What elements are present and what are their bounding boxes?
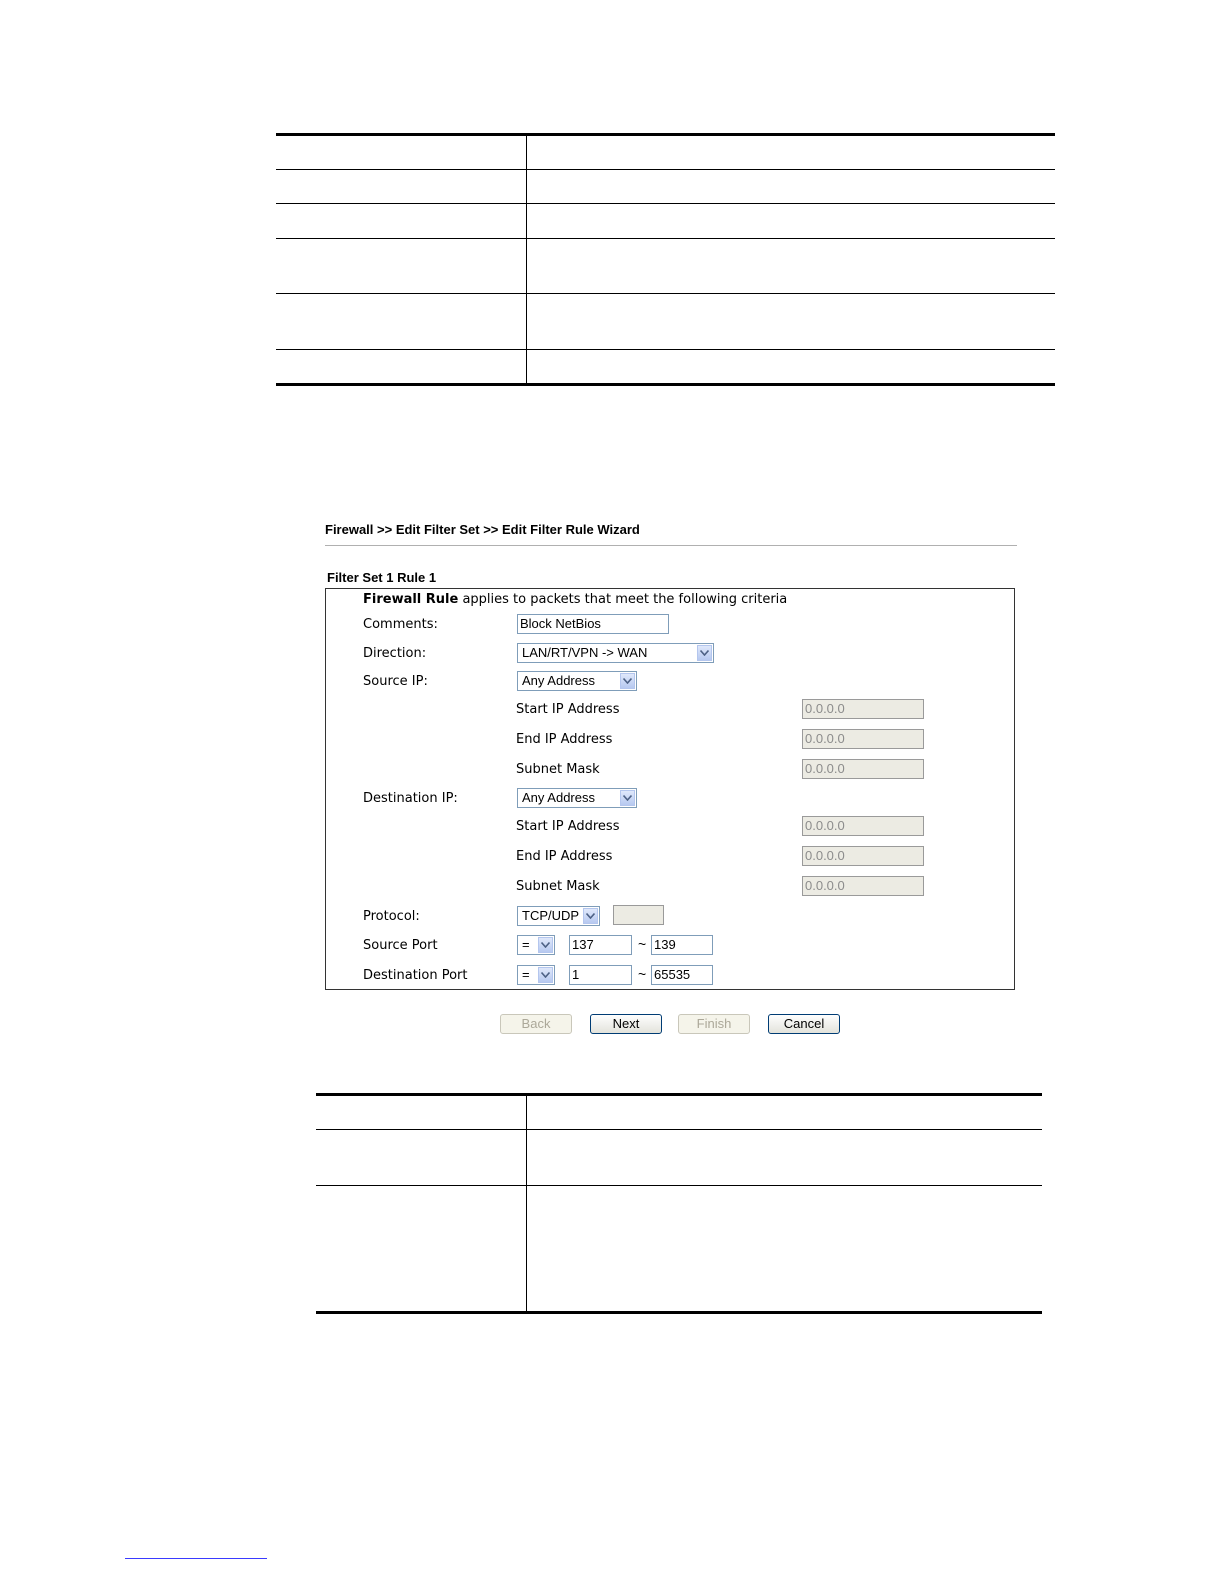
source-port-operator-value: =	[522, 937, 530, 952]
direction-label: Direction:	[363, 646, 427, 661]
next-button[interactable]: Next	[590, 1014, 662, 1034]
source-ip-label: Source IP:	[363, 674, 428, 689]
chevron-down-icon[interactable]	[538, 937, 553, 953]
top-table	[276, 133, 1055, 386]
destination-port-start-input[interactable]: 1	[569, 965, 632, 985]
comments-label: Comments:	[363, 617, 438, 632]
bottom-table	[316, 1093, 1042, 1314]
destination-ip-select[interactable]	[517, 788, 637, 808]
source-end-ip-label: End IP Address	[516, 732, 613, 747]
intro-rest: applies to packets that meet the following criteria	[458, 592, 788, 607]
source-ip-select[interactable]	[517, 671, 637, 691]
source-end-ip-input[interactable]: 0.0.0.0	[802, 729, 924, 749]
comments-input[interactable]: Block NetBios	[517, 614, 669, 634]
footer-link-underline	[125, 1558, 267, 1559]
chevron-down-icon[interactable]	[538, 967, 553, 983]
destination-ip-label: Destination IP:	[363, 791, 458, 806]
intro-text	[363, 592, 787, 607]
source-start-ip-label: Start IP Address	[516, 702, 620, 717]
source-start-ip-input[interactable]: 0.0.0.0	[802, 699, 924, 719]
protocol-value: TCP/UDP	[522, 908, 580, 923]
destination-port-label: Destination Port	[363, 968, 468, 983]
destination-port-range-separator: ~	[638, 966, 647, 982]
intro-bold: Firewall Rule	[363, 592, 459, 607]
destination-port-operator-value: =	[522, 967, 530, 982]
source-ip-value: Any Address	[522, 673, 595, 688]
dest-end-ip-input[interactable]: 0.0.0.0	[802, 846, 924, 866]
filter-set-title: Filter Set 1 Rule 1	[327, 570, 437, 585]
dest-start-ip-label: Start IP Address	[516, 819, 620, 834]
source-subnet-mask-input[interactable]: 0.0.0.0	[802, 759, 924, 779]
back-button[interactable]: Back	[500, 1014, 572, 1034]
chevron-down-icon[interactable]	[583, 908, 598, 924]
destination-port-end-input[interactable]: 65535	[651, 965, 713, 985]
dest-subnet-mask-label: Subnet Mask	[516, 879, 600, 894]
breadcrumb: Firewall >> Edit Filter Set >> Edit Filter Rule Wizard	[325, 522, 640, 537]
dest-end-ip-label: End IP Address	[516, 849, 613, 864]
breadcrumb-divider	[325, 545, 1017, 546]
source-port-operator-select[interactable]	[517, 935, 555, 955]
source-port-range-separator: ~	[638, 936, 647, 952]
chevron-down-icon[interactable]	[620, 790, 635, 806]
protocol-label: Protocol:	[363, 909, 420, 924]
destination-ip-value: Any Address	[522, 790, 595, 805]
protocol-select[interactable]	[517, 906, 600, 926]
direction-value: LAN/RT/VPN -> WAN	[522, 645, 648, 660]
cancel-button[interactable]: Cancel	[768, 1014, 840, 1034]
source-port-end-input[interactable]: 139	[651, 935, 713, 955]
direction-select[interactable]	[517, 643, 714, 663]
chevron-down-icon[interactable]	[620, 673, 635, 689]
source-port-start-input[interactable]: 137	[569, 935, 632, 955]
dest-start-ip-input[interactable]: 0.0.0.0	[802, 816, 924, 836]
dest-subnet-mask-input[interactable]: 0.0.0.0	[802, 876, 924, 896]
source-subnet-mask-label: Subnet Mask	[516, 762, 600, 777]
source-port-label: Source Port	[363, 938, 438, 953]
chevron-down-icon[interactable]	[697, 645, 712, 661]
finish-button[interactable]: Finish	[678, 1014, 750, 1034]
destination-port-operator-select[interactable]	[517, 965, 555, 985]
protocol-number-input[interactable]	[613, 905, 664, 925]
